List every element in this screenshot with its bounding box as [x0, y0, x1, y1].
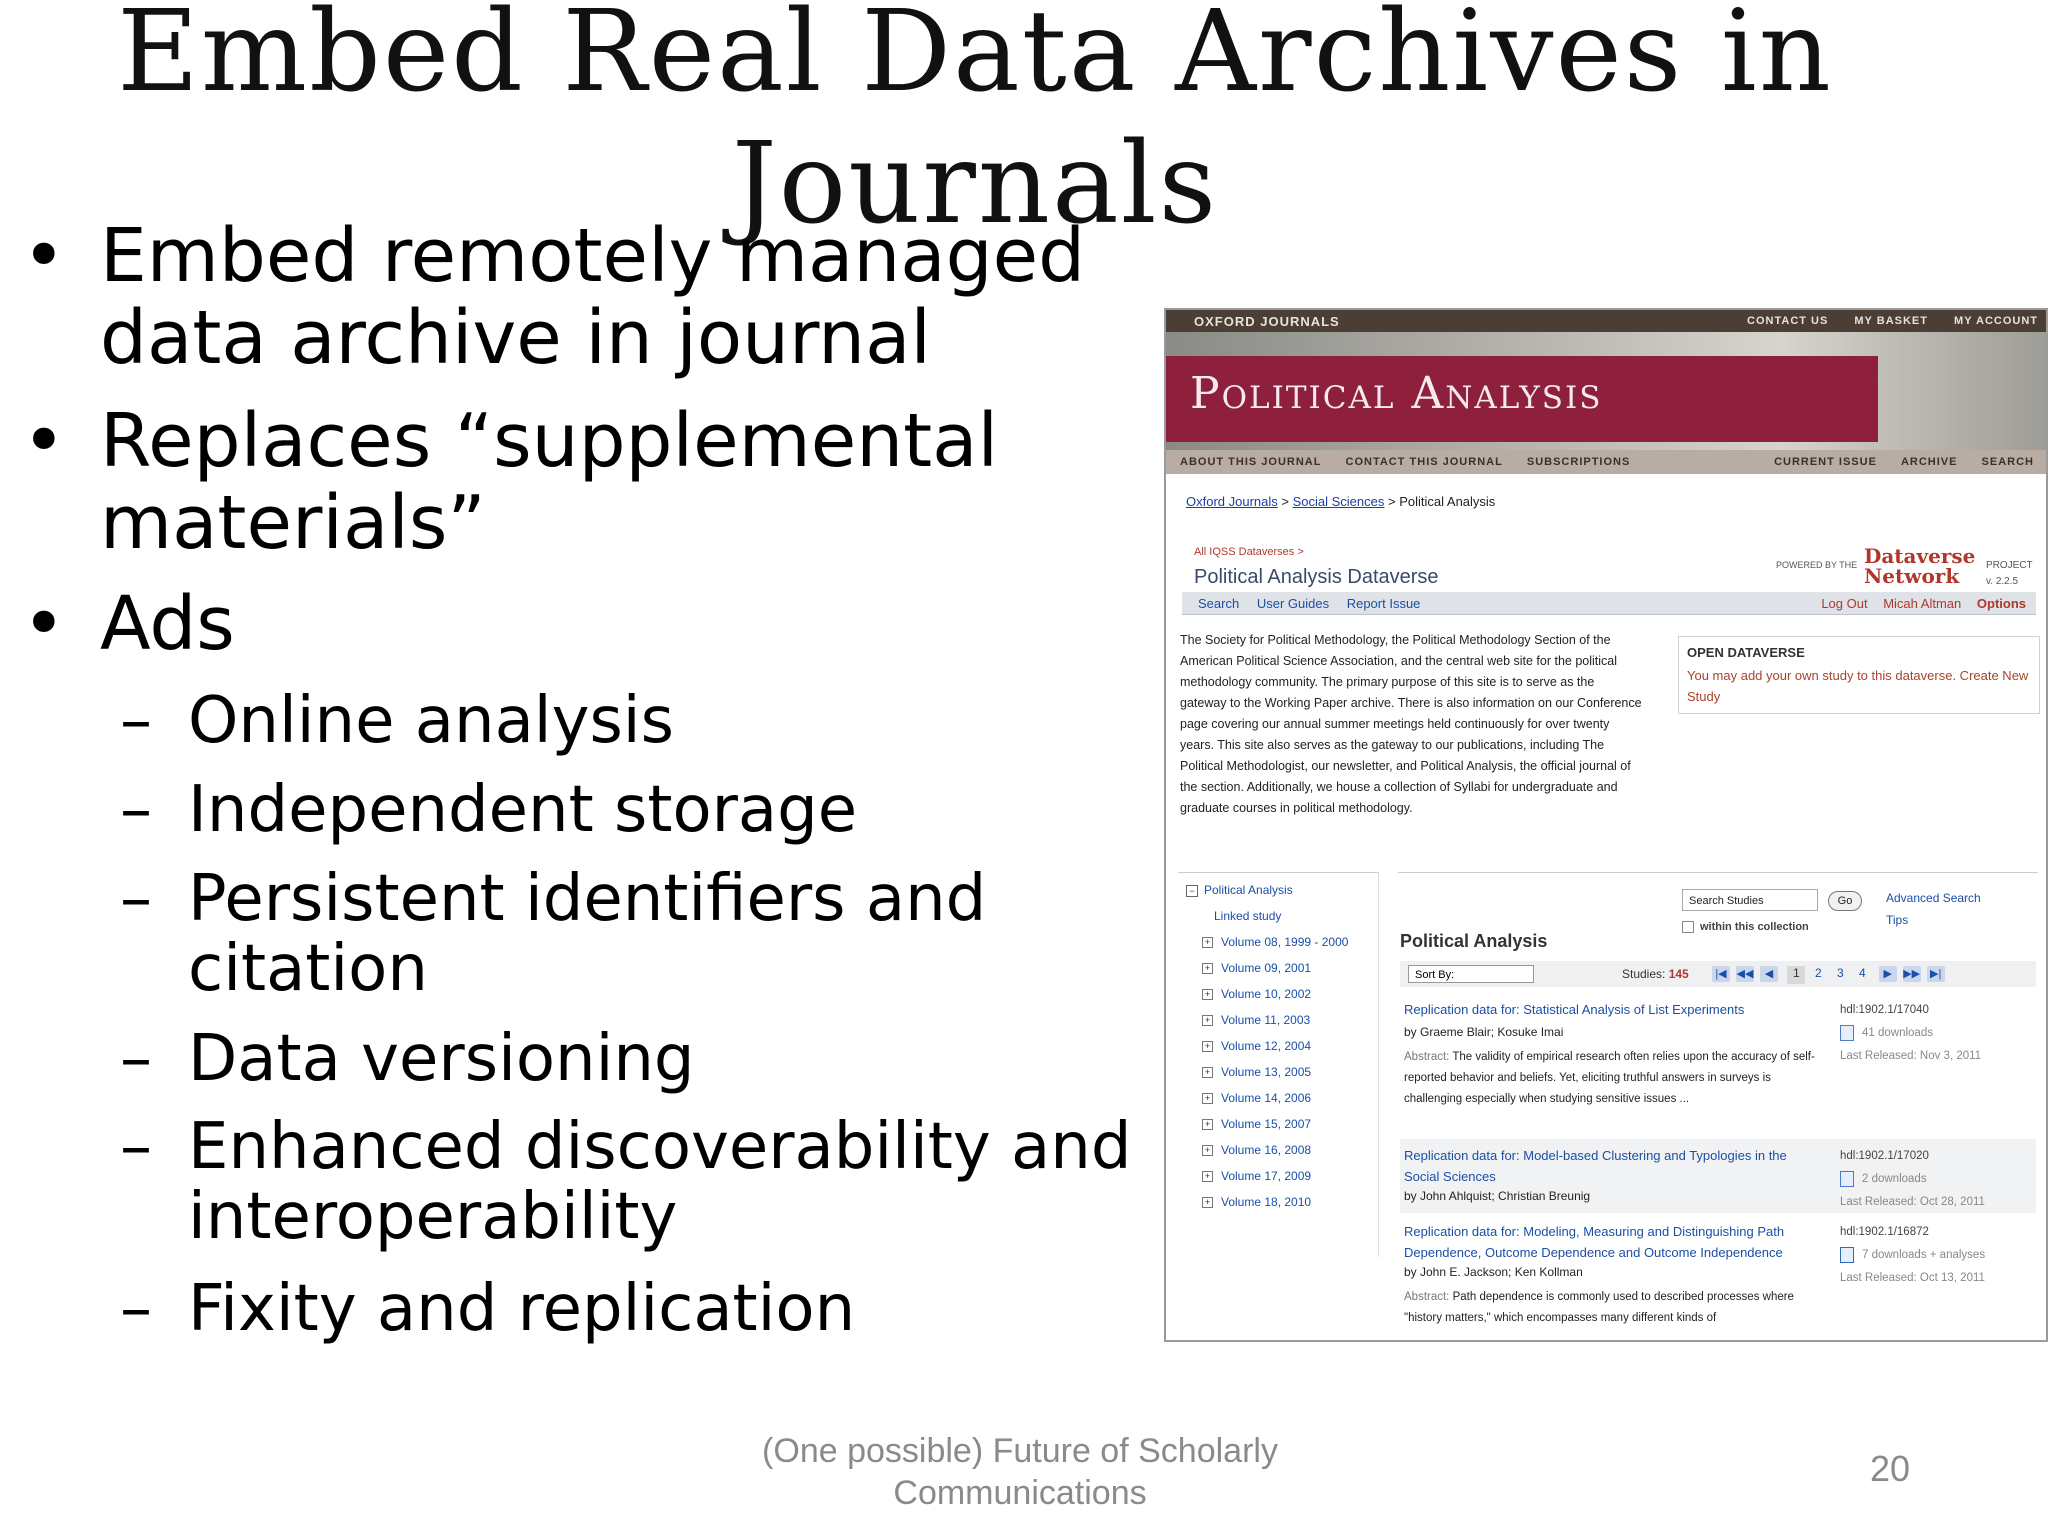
- download-count: 7 downloads + analyses: [1862, 1249, 1986, 1261]
- sub-bullet-dash: –: [120, 862, 152, 936]
- logo-line-1: Dataverse: [1864, 544, 1976, 568]
- last-page-icon[interactable]: ▶|: [1927, 966, 1945, 982]
- sub-bullet-dash: –: [120, 773, 152, 847]
- bullet-text: Replaces “supplemental materials”: [100, 398, 999, 566]
- project-label: PROJECT: [1986, 560, 2033, 571]
- studies-count: [1622, 967, 1689, 981]
- analysis-chart-icon: [1840, 1247, 1854, 1263]
- study-meta: [1840, 1221, 1985, 1290]
- slide-title: Embed Real Data Archives in Journals: [117, 0, 1833, 249]
- release-date: Last Released: Oct 28, 2011: [1840, 1196, 1985, 1208]
- tree-item[interactable]: [1202, 1169, 1311, 1183]
- tree-item-label: Volume 14, 2006: [1221, 1091, 1312, 1105]
- collection-tree: [1178, 872, 1379, 1257]
- page-link[interactable]: 4: [1859, 966, 1866, 980]
- all-dataverses-link[interactable]: All IQSS Dataverses >: [1194, 546, 1304, 558]
- tree-item-label: Volume 09, 2001: [1221, 961, 1312, 975]
- tree-item-label: Volume 12, 2004: [1221, 1039, 1312, 1053]
- bullet-dot: •: [22, 581, 66, 667]
- study-authors: by John Ahlquist; Christian Breunig: [1404, 1189, 1591, 1203]
- abstract-label: Abstract:: [1404, 1051, 1450, 1063]
- dataverse-network-logo: [1864, 546, 1975, 586]
- tree-item-label: Volume 15, 2007: [1221, 1117, 1312, 1131]
- study-authors: by Graeme Blair; Kosuke Imai: [1404, 1025, 1564, 1039]
- study-entry: [1400, 1215, 2036, 1342]
- expand-icon[interactable]: +: [1202, 1067, 1213, 1078]
- studies-label: Studies:: [1622, 967, 1666, 981]
- contact-journal-link[interactable]: CONTACT THIS JOURNAL: [1345, 456, 1503, 468]
- journal-banner: [1166, 332, 2046, 450]
- tree-item[interactable]: [1202, 1195, 1311, 1209]
- expand-icon[interactable]: +: [1202, 963, 1213, 974]
- search-link[interactable]: SEARCH: [1981, 456, 2034, 468]
- prev-page-icon[interactable]: ◀: [1760, 966, 1778, 982]
- my-account-link[interactable]: MY ACCOUNT: [1954, 315, 2038, 327]
- study-entry: [1400, 1139, 2036, 1213]
- expand-icon[interactable]: +: [1202, 1171, 1213, 1182]
- abstract-text: Path dependence is commonly used to described processes where "history matters," which encompasses many different kinds of: [1404, 1291, 1794, 1324]
- dv-options-link[interactable]: Options: [1976, 596, 2026, 611]
- journal-screenshot: [1164, 308, 2048, 1342]
- tree-item[interactable]: [1202, 1143, 1311, 1157]
- tree-linked-study[interactable]: Linked study: [1214, 909, 1282, 923]
- open-dataverse-text[interactable]: You may add your own study to this dataverse. Create New Study: [1687, 668, 2029, 704]
- tree-root-label: Political Analysis: [1204, 883, 1293, 897]
- expand-icon[interactable]: +: [1202, 1197, 1213, 1208]
- study-meta: [1840, 999, 1981, 1068]
- slide-footer: (One possible) Future of Scholarly Communications: [762, 1432, 1278, 1512]
- next-ten-icon[interactable]: ▶▶: [1903, 968, 1921, 980]
- within-collection-label: within this collection: [1700, 921, 1809, 933]
- sub-bullet-dash: –: [120, 684, 152, 758]
- dv-search-link[interactable]: Search: [1198, 596, 1240, 611]
- study-list: [1398, 872, 2038, 1342]
- tree-item[interactable]: [1202, 1065, 1311, 1079]
- go-button[interactable]: Go: [1828, 891, 1862, 911]
- first-page-icon[interactable]: |◀: [1712, 966, 1730, 982]
- powered-by-label: POWERED BY THE: [1776, 560, 1858, 570]
- study-handle: hdl:1902.1/17020: [1840, 1150, 1929, 1162]
- open-dataverse-heading: OPEN DATAVERSE: [1687, 645, 1805, 660]
- studies-number: 145: [1668, 967, 1689, 981]
- version-label: v. 2.2.5: [1986, 576, 2019, 587]
- page-link[interactable]: 3: [1837, 966, 1844, 980]
- subscriptions-link[interactable]: SUBSCRIPTIONS: [1526, 456, 1631, 468]
- dataverse-nav: [1182, 592, 2036, 615]
- sort-bar: [1400, 961, 2036, 987]
- tree-item[interactable]: [1202, 987, 1311, 1001]
- journal-nav: [1166, 450, 2046, 474]
- breadcrumb: Oxford Journals > Social Sciences > Political Analysis: [1186, 494, 1496, 509]
- tree-item[interactable]: [1202, 1039, 1311, 1053]
- download-count: 2 downloads: [1862, 1173, 1927, 1185]
- oxford-topbar: [1166, 310, 2046, 332]
- dataverse-title: Political Analysis Dataverse: [1194, 566, 1439, 588]
- bullet-text: Ads: [100, 581, 235, 667]
- tree-item-label: Volume 17, 2009: [1221, 1169, 1312, 1183]
- about-journal-link[interactable]: ABOUT THIS JOURNAL: [1180, 456, 1322, 468]
- tree-item[interactable]: [1202, 1091, 1311, 1105]
- dv-report-issue-link[interactable]: Report Issue: [1346, 596, 1421, 611]
- slide-page-number: 20: [1870, 1448, 1911, 1489]
- prev-ten-icon[interactable]: ◀◀: [1736, 968, 1754, 980]
- sub-bullet-text: Enhanced discoverability and interoperability: [188, 1110, 1132, 1254]
- breadcrumb-social-sciences[interactable]: Social Sciences: [1292, 494, 1385, 509]
- download-count: 41 downloads: [1862, 1027, 1933, 1039]
- my-basket-link[interactable]: MY BASKET: [1854, 315, 1928, 327]
- study-abstract: [1404, 1287, 1824, 1329]
- release-date: Last Released: Nov 3, 2011: [1840, 1050, 1982, 1062]
- expand-icon[interactable]: +: [1202, 937, 1213, 948]
- tips-link[interactable]: Tips: [1886, 913, 1909, 927]
- bullet-dot: •: [22, 398, 66, 484]
- expand-icon[interactable]: +: [1202, 1093, 1213, 1104]
- expand-icon[interactable]: +: [1202, 989, 1213, 1000]
- document-icon: [1840, 1171, 1854, 1187]
- abstract-text: The validity of empirical research often relies upon the accuracy of self-reported behavior and beliefs. Yet, eliciting truthful answers in surveys is challenging especially when studying sensitive issues ...: [1404, 1051, 1815, 1105]
- sub-bullet-text: Data versioning: [188, 1022, 695, 1096]
- breadcrumb-current: Political Analysis: [1399, 494, 1496, 509]
- sub-bullet-text: Independent storage: [188, 773, 858, 847]
- next-page-icon[interactable]: ▶: [1879, 966, 1897, 982]
- bullet-dot: •: [22, 213, 66, 299]
- sub-bullet-text: Fixity and replication: [188, 1272, 856, 1346]
- tree-item[interactable]: [1202, 1117, 1311, 1131]
- journal-title: Political Analysis: [1190, 368, 1603, 419]
- tree-item[interactable]: [1202, 1013, 1310, 1027]
- list-title: Political Analysis: [1400, 931, 1548, 951]
- abstract-label: Abstract:: [1404, 1291, 1450, 1303]
- dv-user-link[interactable]: Micah Altman: [1883, 596, 1962, 611]
- tree-item-label: Volume 11, 2003: [1221, 1013, 1311, 1027]
- advanced-search-link[interactable]: Advanced Search: [1886, 891, 1981, 905]
- dv-user-guides-link[interactable]: User Guides: [1256, 596, 1330, 611]
- collapse-icon[interactable]: −: [1186, 885, 1198, 897]
- tree-item-label: Volume 16, 2008: [1221, 1143, 1312, 1157]
- study-title-link[interactable]: Replication data for: Model-based Clustering and Typologies in the Social Sciences: [1404, 1148, 1787, 1184]
- search-studies-input[interactable]: Search Studies: [1682, 889, 1818, 911]
- page-link[interactable]: 2: [1815, 966, 1822, 980]
- sub-bullet-text: Persistent identifiers and citation: [188, 862, 987, 1006]
- study-authors: by John E. Jackson; Ken Kollman: [1404, 1265, 1583, 1279]
- study-title-link[interactable]: Replication data for: Statistical Analysis of List Experiments: [1404, 1002, 1745, 1017]
- study-meta: [1840, 1145, 1985, 1214]
- study-handle: hdl:1902.1/16872: [1840, 1226, 1929, 1238]
- sub-bullet-dash: –: [120, 1022, 152, 1096]
- study-entry: [1400, 993, 2036, 1139]
- dv-logout-link[interactable]: Log Out: [1821, 596, 1868, 611]
- tree-item-label: Volume 18, 2010: [1221, 1195, 1312, 1209]
- oxford-brand: OXFORD JOURNALS: [1194, 314, 1340, 329]
- tree-item[interactable]: [1202, 935, 1348, 949]
- tree-item-label: Volume 10, 2002: [1221, 987, 1312, 1001]
- release-date: Last Released: Oct 13, 2011: [1840, 1272, 1985, 1284]
- project-version: [1986, 558, 2033, 590]
- sort-by-select[interactable]: Sort By:: [1408, 965, 1534, 983]
- tree-item-label: Volume 13, 2005: [1221, 1065, 1312, 1079]
- study-title-link[interactable]: Replication data for: Modeling, Measuring and Distinguishing Path Dependence, Outcome Dependence and Outcome Independence: [1404, 1224, 1785, 1260]
- sub-bullet-text: Online analysis: [188, 684, 674, 758]
- document-icon: [1840, 1025, 1854, 1041]
- within-collection-option[interactable]: [1682, 921, 1809, 933]
- expand-icon[interactable]: +: [1202, 1041, 1213, 1052]
- tree-item-label: Volume 08, 1999 - 2000: [1221, 935, 1349, 949]
- sub-bullet-dash: –: [120, 1272, 152, 1346]
- sub-bullet-dash: –: [120, 1110, 152, 1184]
- expand-icon[interactable]: +: [1202, 1015, 1213, 1026]
- breadcrumb-oxford-journals[interactable]: Oxford Journals: [1186, 494, 1278, 509]
- tree-root[interactable]: [1186, 883, 1293, 897]
- contact-us-link[interactable]: CONTACT US: [1747, 315, 1829, 327]
- current-issue-link[interactable]: CURRENT ISSUE: [1774, 456, 1877, 468]
- expand-icon[interactable]: +: [1202, 1119, 1213, 1130]
- study-handle: hdl:1902.1/17040: [1840, 1004, 1929, 1016]
- within-collection-checkbox[interactable]: [1682, 921, 1694, 933]
- study-abstract: [1404, 1047, 1824, 1110]
- dataverse-description: The Society for Political Methodology, the Political Methodology Section of the American Political Science Association, and the central web site for the political methodology community. The primary purpose of this site is to serve as the gateway to the Working Paper archive. There is also information on our Conference page covering our annual summer meetings held continuously for over twenty years. This site also serves as the gateway to our publications, including The Political Methodologist, our newsletter, and Political Analysis, the official journal of the section. Additionally, we house a collection of Syllabi for undergraduate and graduate courses in political methodology.: [1180, 633, 1642, 815]
- pager: [1712, 966, 1951, 984]
- logo-line-2: Network: [1864, 564, 1960, 588]
- expand-icon[interactable]: +: [1202, 1145, 1213, 1156]
- tree-item[interactable]: [1202, 961, 1311, 975]
- bullet-text: Embed remotely managed data archive in journal: [100, 213, 1086, 381]
- archive-link[interactable]: ARCHIVE: [1900, 456, 1958, 468]
- advanced-search-links: [1886, 887, 1981, 931]
- page-current[interactable]: 1: [1787, 966, 1805, 984]
- open-dataverse-box: [1678, 636, 2040, 714]
